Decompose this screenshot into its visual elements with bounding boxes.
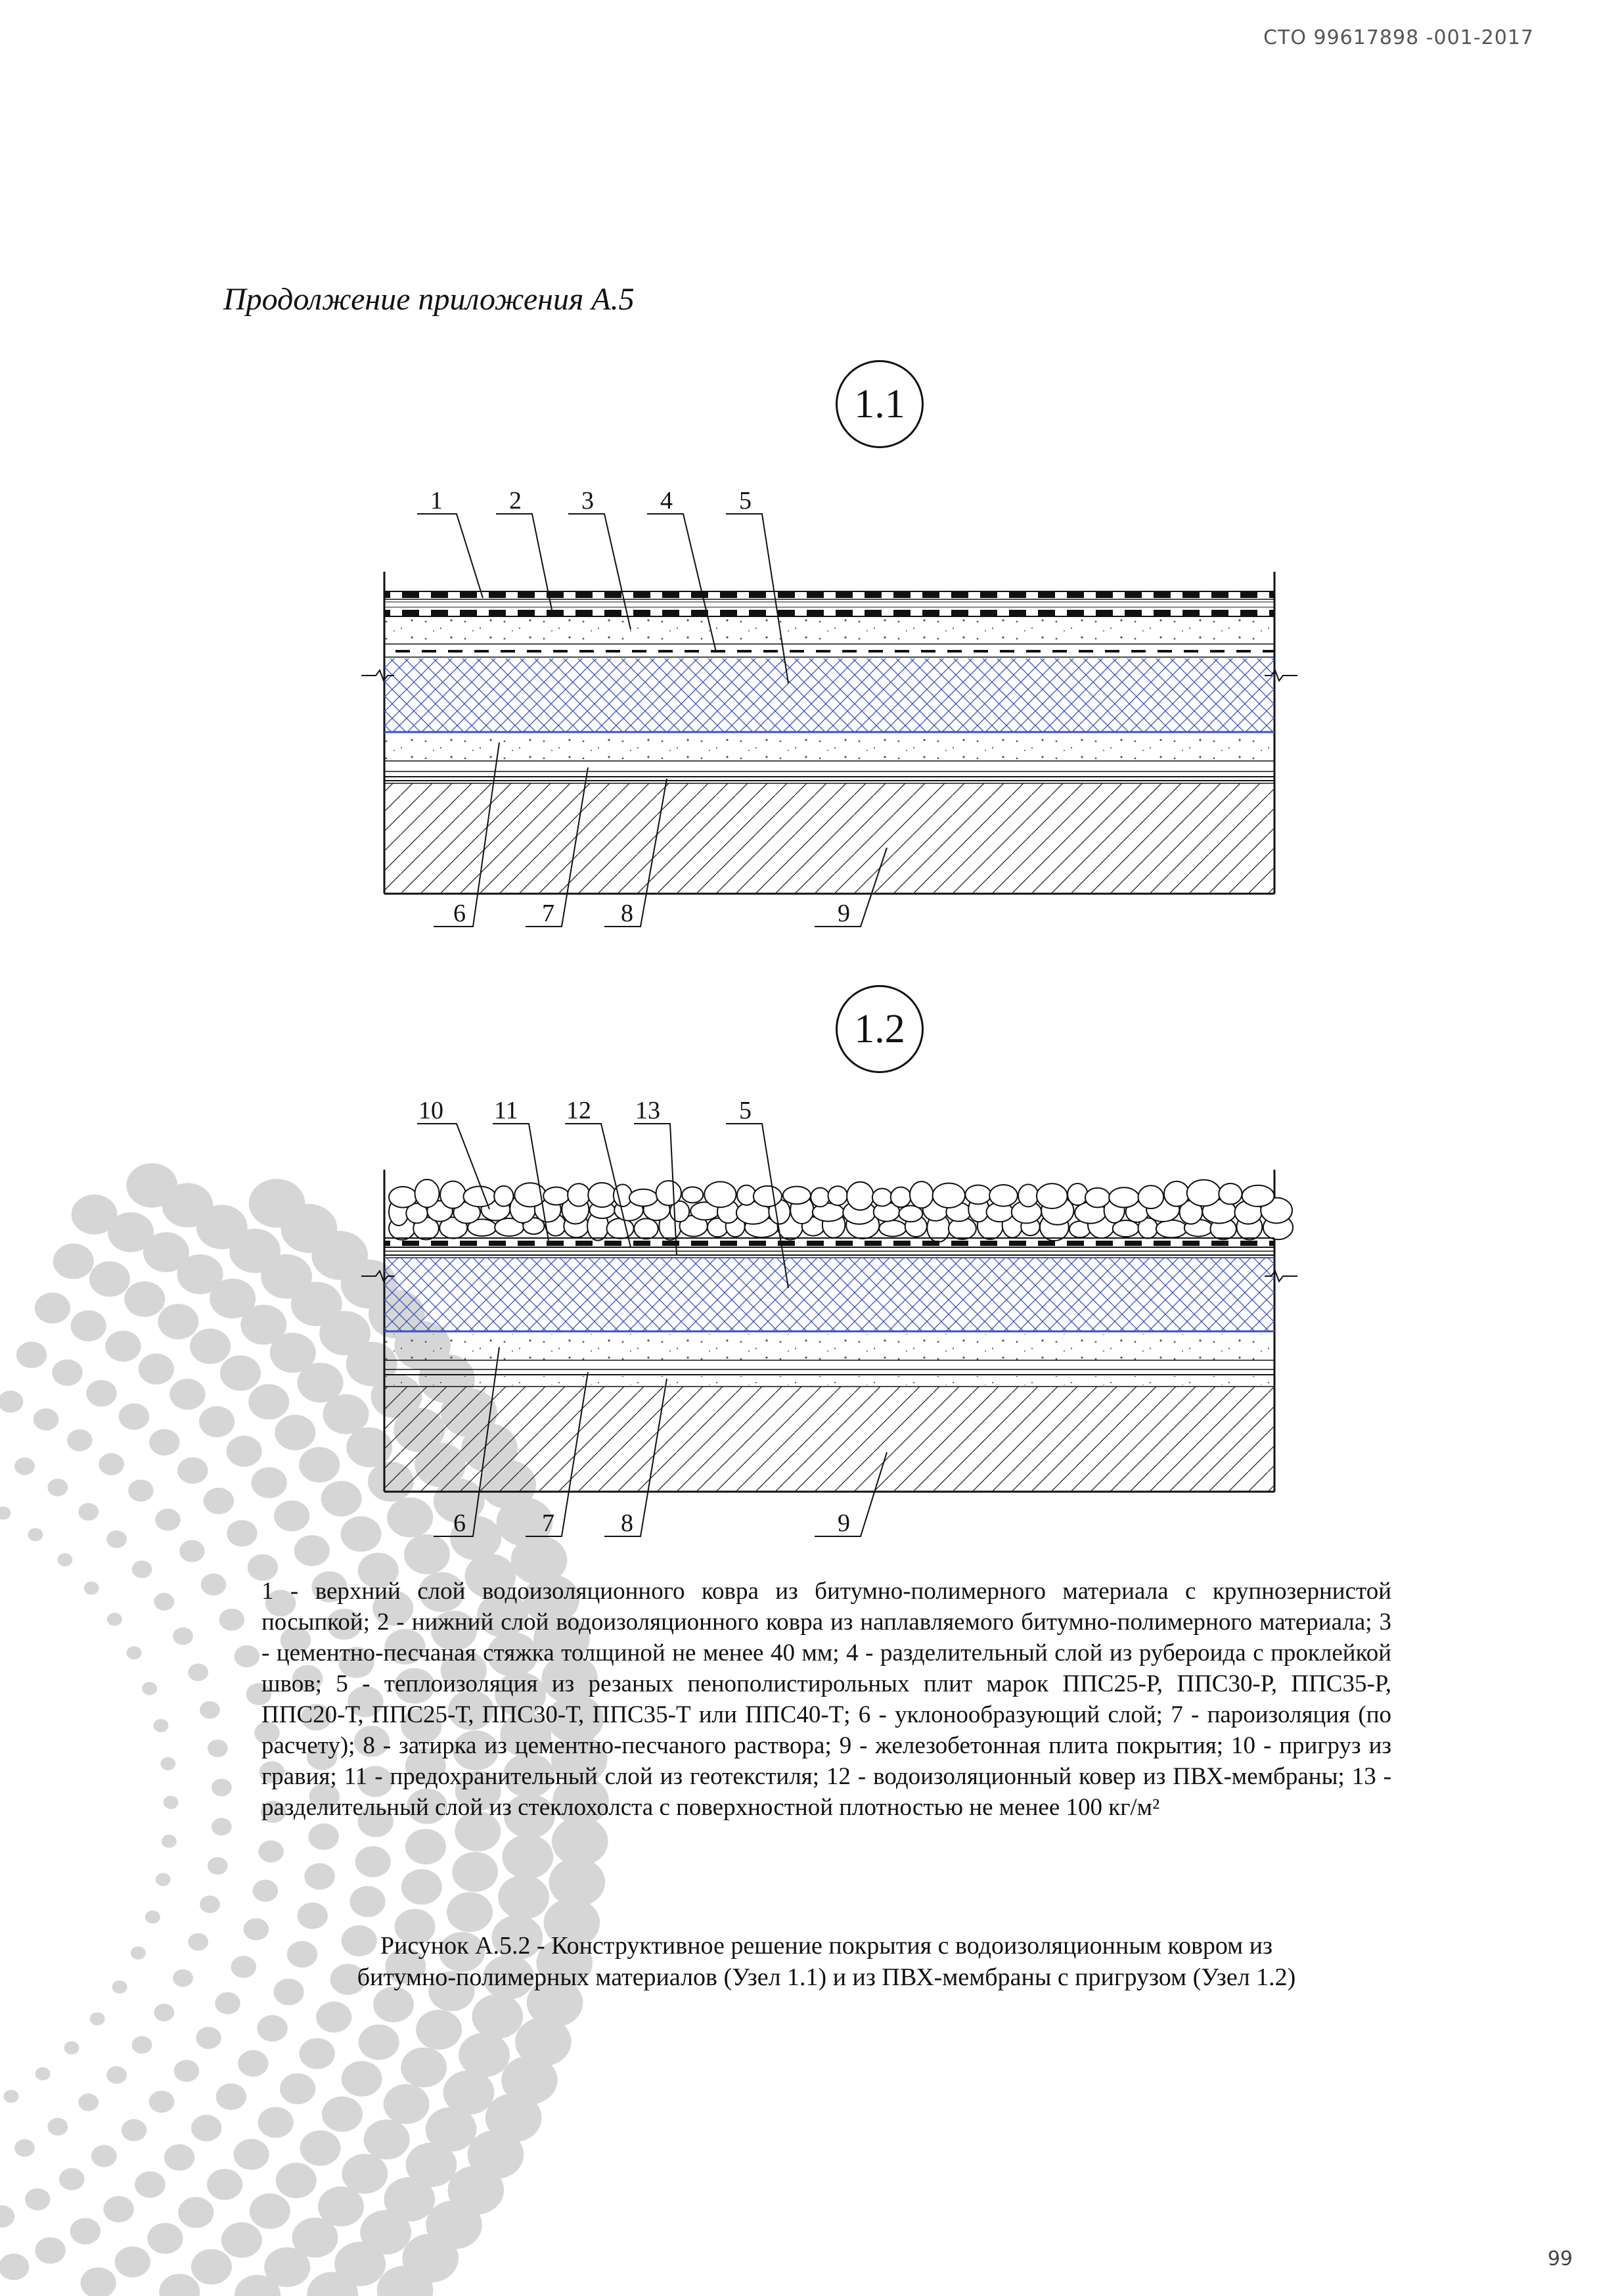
decor-dot bbox=[204, 1488, 234, 1514]
decor-dot bbox=[105, 1331, 141, 1362]
gravel-pebble bbox=[1164, 1182, 1189, 1206]
decor-dot bbox=[275, 1415, 315, 1450]
decor-dot bbox=[119, 1403, 149, 1429]
legend-text: 1 - верхний слой водоизоляционного ковра из битумно-полимерного материала с крупнозернистой посыпкой; 2 - нижний слой водоизоляционного ковра из наплавляемого битумно-полимерного материала; 3 - цементно-песчаная стяжка толщиной не менее 40 мм; 4 - разделительный слой из рубероида с проклейкой швов; 5 - теплоизоляция из резаных пенополистирольных плит марок ППС25-Р, ППС30-Р, ППС35-Р, ППС20-Т, ППС25-Т, ППС30-Т, ППС35-Т или ППС40-Т; 6 - уклонообразующий слой; 7 - пароизоляция (по расчету); 8 - затирка из цементно-песчаного раствора; 9 - железобетонная плита покрытия; 10 - пригруз из гравия; 11 - предохранительный слой из геотекстиля; 12 - водоизоляционный ковер из ПВХ-мембраны; 13 - разделительный слой из стеклохолста с поверхностной плотностью не менее 100 кг/м² bbox=[261, 1578, 1391, 1821]
gravel-pebble bbox=[1068, 1183, 1087, 1205]
gravel-pebble bbox=[989, 1185, 1018, 1206]
decor-dot bbox=[156, 1873, 171, 1886]
callout-6b: 6 bbox=[453, 1509, 466, 1537]
decor-dot bbox=[300, 2130, 341, 2166]
decor-dot bbox=[89, 1261, 130, 1297]
decor-dot bbox=[191, 2249, 232, 2285]
callout-8b: 8 bbox=[621, 1509, 633, 1537]
gravel-pebble bbox=[656, 1181, 681, 1205]
decor-dot bbox=[67, 1429, 93, 1452]
decor-dot bbox=[127, 1646, 142, 1659]
gravel-pebble bbox=[440, 1182, 466, 1208]
callout-7: 7 bbox=[542, 900, 554, 927]
decor-dot bbox=[200, 1896, 220, 1914]
decor-dot bbox=[35, 2238, 65, 2264]
decor-dot bbox=[0, 1390, 23, 1413]
decor-dot bbox=[16, 1342, 47, 1368]
decor-dot bbox=[107, 1613, 122, 1626]
decor-dot bbox=[53, 1243, 94, 1279]
decor-dot bbox=[191, 2115, 221, 2141]
decor-dot bbox=[359, 2025, 399, 2060]
decor-dot bbox=[173, 1969, 193, 1987]
decor-dot bbox=[139, 1354, 174, 1385]
decor-dot bbox=[154, 1719, 169, 1732]
decor-dot bbox=[280, 2073, 315, 2104]
gravel-pebble bbox=[389, 1187, 417, 1208]
decor-dot bbox=[309, 1824, 339, 1850]
decor-dot bbox=[162, 1835, 177, 1848]
callout-3: 3 bbox=[581, 487, 594, 515]
decor-dot bbox=[416, 2009, 462, 2050]
decor-dot bbox=[258, 2107, 294, 2138]
gravel-pebble bbox=[872, 1189, 892, 1206]
decor-dot bbox=[155, 1509, 181, 1531]
gravel-pebble bbox=[588, 1183, 616, 1207]
decor-dot bbox=[216, 2084, 246, 2110]
node-1-1-label: 1.1 bbox=[836, 360, 924, 448]
callout-5: 5 bbox=[739, 487, 752, 515]
decor-dot bbox=[219, 1609, 245, 1631]
gravel-pebble bbox=[607, 1218, 634, 1239]
decor-dot bbox=[257, 2015, 287, 2042]
decor-dot bbox=[231, 1956, 257, 1978]
gravel-pebble bbox=[1242, 1185, 1274, 1206]
decor-dot bbox=[160, 1757, 175, 1770]
decor-dot bbox=[179, 1540, 205, 1563]
decor-dot bbox=[304, 1863, 334, 1889]
decor-dot bbox=[90, 2012, 105, 2025]
decor-dot bbox=[135, 2171, 165, 2197]
decor-dot bbox=[173, 1628, 193, 1645]
decor-dot bbox=[106, 2066, 127, 2084]
decor-dot bbox=[35, 1293, 70, 1323]
decor-dot bbox=[142, 1682, 157, 1695]
decor-dot bbox=[154, 2004, 174, 2021]
callout-12: 12 bbox=[566, 1097, 591, 1124]
gravel-pebble bbox=[682, 1187, 703, 1203]
decor-dot bbox=[342, 2061, 382, 2096]
decor-dot bbox=[200, 1701, 220, 1719]
decor-dot bbox=[122, 2119, 147, 2142]
callout-9b: 9 bbox=[838, 1509, 850, 1537]
decor-dot bbox=[208, 1857, 228, 1875]
decor-dot bbox=[401, 1869, 442, 1904]
decor-dot bbox=[274, 1500, 309, 1531]
decor-dot bbox=[57, 1553, 72, 1567]
decor-dot bbox=[154, 1593, 174, 1611]
decor-dot bbox=[258, 1841, 284, 1863]
decor-dot bbox=[447, 1892, 493, 1932]
decor-dot bbox=[212, 1779, 232, 1797]
decor-dot bbox=[298, 1902, 328, 1929]
gravel-pebble bbox=[828, 1186, 847, 1205]
decor-dot bbox=[208, 1739, 228, 1757]
decor-dot bbox=[132, 2036, 152, 2054]
callout-13: 13 bbox=[635, 1097, 660, 1124]
decor-dot bbox=[188, 1664, 208, 1682]
node-1-2-label: 1.2 bbox=[836, 985, 924, 1073]
decor-dot bbox=[149, 1429, 179, 1456]
decor-dot bbox=[221, 2222, 262, 2258]
decor-dot bbox=[299, 1447, 340, 1482]
decor-dot bbox=[59, 2168, 85, 2190]
decor-dot bbox=[177, 1458, 208, 1484]
gravel-pebble bbox=[910, 1182, 933, 1208]
decor-dot bbox=[220, 1356, 261, 1391]
decor-dot bbox=[103, 2196, 133, 2222]
decor-dot bbox=[64, 2041, 79, 2054]
decor-dot bbox=[128, 1480, 154, 1502]
decor-dot bbox=[238, 2050, 268, 2077]
decor-dot bbox=[300, 2038, 335, 2069]
callout-10: 10 bbox=[418, 1097, 443, 1124]
decor-dot bbox=[52, 1360, 82, 1386]
decor-dot bbox=[70, 2218, 101, 2244]
decor-dot bbox=[364, 2119, 410, 2159]
callout-1: 1 bbox=[430, 487, 443, 515]
decor-dot bbox=[174, 2060, 200, 2082]
decor-dot bbox=[14, 1458, 35, 1475]
callout-4: 4 bbox=[660, 487, 673, 515]
decor-dot bbox=[252, 1467, 287, 1498]
decor-dot bbox=[4, 2090, 19, 2103]
decor-dot bbox=[248, 1384, 289, 1419]
decor-dot bbox=[124, 1281, 165, 1317]
decor-dot bbox=[316, 2002, 351, 2032]
gravel-pebble bbox=[463, 1186, 495, 1206]
gravel-pebble bbox=[1018, 1184, 1039, 1206]
gravel-pebble bbox=[494, 1186, 513, 1206]
roof-section-node-1-2 bbox=[342, 1097, 1301, 1551]
decor-dot bbox=[47, 2118, 68, 2136]
decor-dot bbox=[178, 2197, 214, 2228]
decor-dot bbox=[158, 1304, 198, 1339]
decor-dot bbox=[188, 1933, 208, 1951]
decor-dot bbox=[253, 1879, 279, 1902]
caption-line-1: Рисунок А.5.2 - Конструктивное решение покрытия с водоизоляционным ковром из bbox=[380, 1932, 1273, 1960]
decor-dot bbox=[276, 2163, 317, 2198]
decor-dot bbox=[472, 1994, 523, 2039]
decor-dot bbox=[91, 2145, 117, 2167]
decor-dot bbox=[34, 1408, 59, 1431]
gravel-pebble bbox=[415, 1180, 439, 1207]
decor-dot bbox=[115, 2247, 150, 2278]
figure-caption bbox=[261, 1930, 1391, 1993]
decor-dot bbox=[384, 2084, 430, 2124]
decor-dot bbox=[349, 1886, 385, 1917]
decor-dot bbox=[190, 1329, 231, 1364]
decor-dot bbox=[498, 1875, 549, 1919]
decor-dot bbox=[86, 1380, 116, 1406]
gravel-pebble bbox=[543, 1187, 569, 1205]
decor-dot bbox=[199, 1406, 235, 1437]
callout-5b: 5 bbox=[739, 1097, 752, 1124]
decor-dot bbox=[159, 2274, 200, 2296]
callout-6: 6 bbox=[453, 900, 466, 927]
gravel-pebble bbox=[1187, 1180, 1221, 1206]
decor-dot bbox=[355, 1847, 391, 1877]
gravel-pebble bbox=[879, 1220, 906, 1236]
gravel-pebble bbox=[1037, 1183, 1068, 1208]
decor-dot bbox=[112, 1981, 127, 1994]
gravel-pebble bbox=[847, 1182, 874, 1210]
gravel-pebble bbox=[1109, 1187, 1138, 1207]
decor-dot bbox=[452, 1852, 498, 1892]
decor-dot bbox=[196, 2027, 221, 2050]
roof-section-node-1-1 bbox=[342, 480, 1301, 946]
callout-8: 8 bbox=[621, 900, 633, 927]
decor-dot bbox=[250, 2193, 290, 2229]
decor-dot bbox=[99, 1453, 124, 1475]
decor-dot bbox=[201, 1573, 227, 1596]
decor-dot bbox=[84, 1582, 99, 1595]
decor-dot bbox=[405, 1829, 446, 1864]
gravel-pebble bbox=[634, 1218, 658, 1239]
decor-dot bbox=[227, 1436, 262, 1467]
decor-dot bbox=[235, 1645, 260, 1668]
decor-dot bbox=[227, 1520, 257, 1546]
decor-dot bbox=[164, 1796, 179, 1809]
gravel-pebble bbox=[783, 1186, 811, 1204]
decor-dot bbox=[147, 2223, 183, 2254]
decor-dot bbox=[0, 2205, 14, 2228]
decor-dot bbox=[294, 1535, 330, 1566]
decor-dot bbox=[212, 1818, 232, 1836]
decor-dot bbox=[401, 2048, 447, 2088]
decor-dot bbox=[322, 2096, 363, 2132]
appendix-continuation-title: Продолжение приложения А.5 bbox=[223, 282, 635, 317]
decor-dot bbox=[71, 1310, 106, 1341]
callout-9: 9 bbox=[838, 900, 850, 927]
gravel-pebble bbox=[1138, 1185, 1164, 1208]
decor-dot bbox=[132, 1561, 152, 1578]
decor-dot bbox=[78, 1503, 99, 1521]
decor-dot bbox=[131, 1946, 146, 1960]
gravel-pebble bbox=[1219, 1183, 1242, 1205]
decor-dot bbox=[234, 2139, 269, 2170]
gravel-pebble bbox=[933, 1183, 965, 1208]
gravel-pebble bbox=[568, 1183, 590, 1206]
page-number: 99 bbox=[1547, 2247, 1573, 2270]
gravel-pebble bbox=[965, 1185, 991, 1204]
decor-dot bbox=[215, 1992, 240, 2015]
decor-dot bbox=[78, 2094, 99, 2111]
document-code: СТО 99617898 -001-2017 bbox=[1263, 26, 1534, 49]
gravel-pebble bbox=[811, 1187, 829, 1206]
gravel-pebble bbox=[754, 1186, 782, 1206]
decor-dot bbox=[164, 2144, 194, 2170]
decor-dot bbox=[0, 2253, 29, 2280]
gravel-pebble bbox=[1156, 1220, 1187, 1238]
callout-11: 11 bbox=[494, 1097, 518, 1124]
gravel-pebble bbox=[704, 1182, 736, 1207]
decor-dot bbox=[81, 2268, 116, 2296]
gravel-pebble bbox=[1085, 1188, 1110, 1208]
decor-dot bbox=[0, 1507, 11, 1520]
decor-dot bbox=[502, 1835, 553, 1879]
decor-dot bbox=[47, 1479, 68, 1496]
callout-2: 2 bbox=[509, 487, 522, 515]
decor-dot bbox=[169, 1379, 205, 1410]
decor-dot bbox=[106, 1530, 127, 1548]
decor-dot bbox=[35, 2067, 51, 2080]
decor-dot bbox=[145, 1910, 160, 1923]
gravel-pebble bbox=[891, 1187, 911, 1208]
decor-dot bbox=[207, 2169, 242, 2200]
decor-dot bbox=[149, 2091, 175, 2113]
decor-dot bbox=[28, 1528, 43, 1541]
gravel-pebble bbox=[629, 1189, 658, 1206]
caption-line-2: битумно-полимерных материалов (Узел 1.1) и из ПВХ-мембраны с пригрузом (Узел 1.2) bbox=[357, 1963, 1296, 1991]
callout-7b: 7 bbox=[542, 1509, 554, 1537]
decor-dot bbox=[25, 2188, 51, 2211]
decor-dot bbox=[14, 2139, 35, 2157]
